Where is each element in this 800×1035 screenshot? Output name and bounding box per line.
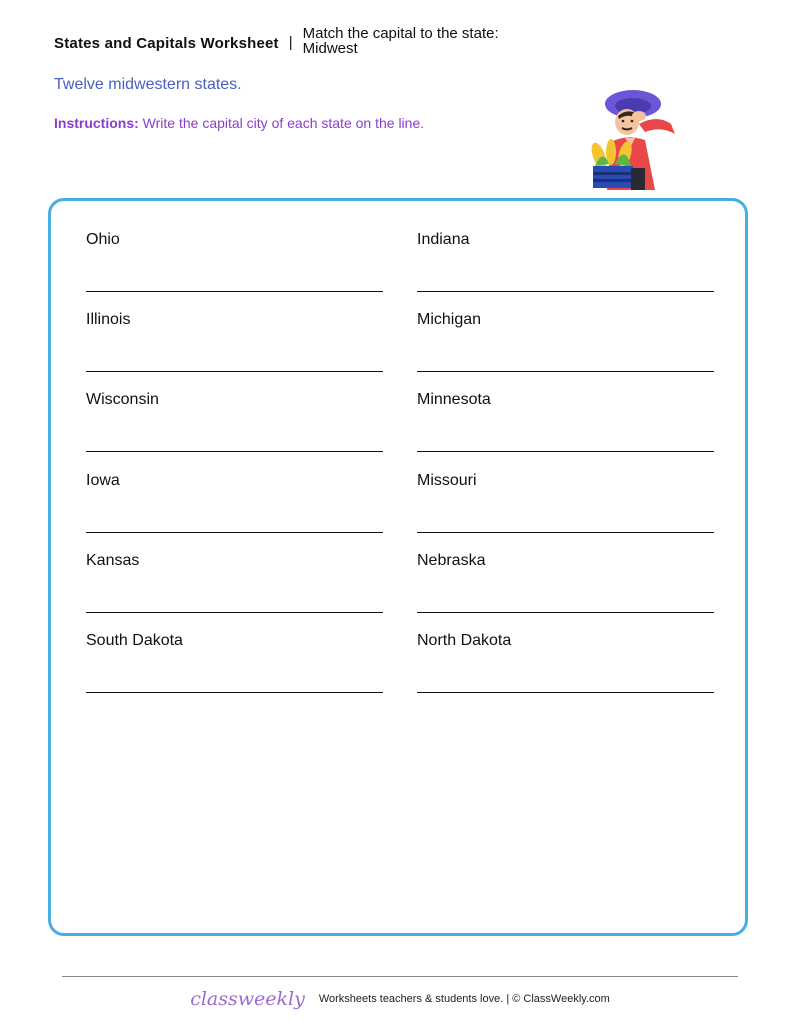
title-separator: |	[288, 34, 293, 51]
answer-line[interactable]	[417, 451, 714, 452]
state-name: South Dakota	[86, 632, 183, 649]
state-item	[417, 632, 714, 650]
answer-line[interactable]	[417, 371, 714, 372]
answer-line[interactable]	[417, 612, 714, 613]
instructions	[54, 115, 424, 131]
answer-line[interactable]	[417, 291, 714, 292]
answer-line[interactable]	[86, 612, 383, 613]
state-item	[86, 311, 383, 329]
state-item	[86, 632, 383, 650]
state-name: Illinois	[86, 311, 131, 329]
state-name: Ohio	[86, 231, 120, 248]
tagline: Twelve midwestern states.	[54, 76, 242, 93]
answer-line[interactable]	[86, 371, 383, 372]
state-item	[86, 231, 383, 249]
state-name: Minnesota	[417, 391, 491, 409]
answer-line[interactable]	[417, 692, 714, 693]
state-name: Kansas	[86, 551, 140, 569]
state-item	[86, 472, 383, 490]
state-name: Nebraska	[417, 551, 486, 569]
state-name: Michigan	[417, 311, 482, 329]
answer-line[interactable]	[86, 692, 383, 693]
subtitle-line-2: Midwest	[302, 40, 358, 57]
state-name: Missouri	[417, 471, 477, 489]
footer-text: Worksheets teachers & students love. | © ClassWeekly.com	[318, 993, 610, 1005]
state-item	[417, 472, 714, 490]
answer-line[interactable]	[417, 532, 714, 533]
state-name: Wisconsin	[86, 391, 159, 409]
state-item	[417, 311, 714, 329]
subtitle-line-1: Match the capital to the state:	[302, 25, 499, 42]
instructions-label: Instructions:	[54, 115, 139, 131]
state-item	[417, 391, 714, 409]
farmer-illustration	[585, 86, 685, 190]
page-footer	[0, 988, 800, 1010]
worksheet-header	[54, 26, 499, 56]
answer-line[interactable]	[86, 532, 383, 533]
answer-line[interactable]	[86, 451, 383, 452]
footer-divider	[62, 976, 738, 977]
state-name: Indiana	[417, 231, 470, 248]
answer-line[interactable]	[86, 291, 383, 292]
worksheet-subtitle	[303, 26, 499, 56]
worksheet-title: States and Capitals Worksheet	[54, 35, 279, 52]
state-name: Iowa	[86, 471, 120, 489]
state-name: North Dakota	[417, 632, 512, 649]
worksheet-card	[48, 198, 748, 936]
state-item	[86, 391, 383, 409]
instructions-text: Write the capital city of each state on the line.	[142, 115, 425, 131]
state-item	[417, 231, 714, 249]
brand-logo: classweekly	[190, 988, 305, 1010]
state-item	[86, 552, 383, 570]
state-item	[417, 552, 714, 570]
